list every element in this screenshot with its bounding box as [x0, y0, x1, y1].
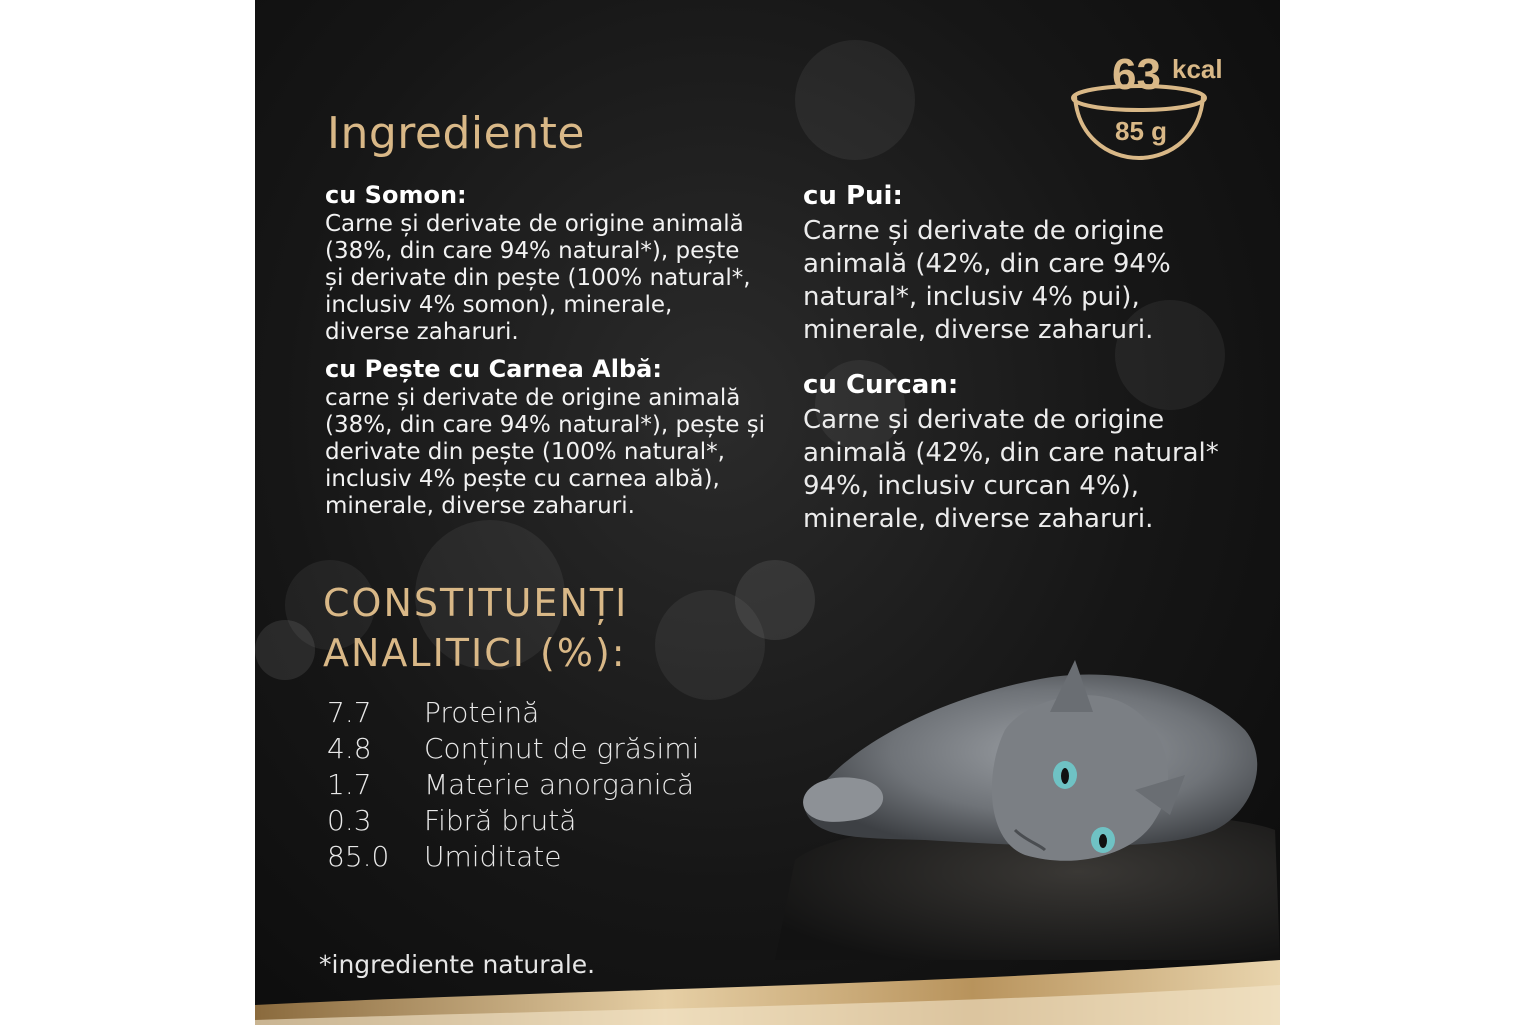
analytics-table	[327, 694, 747, 874]
ingredients-left-column	[325, 182, 775, 530]
analytics-row	[327, 694, 747, 730]
portion-weight: 85 g	[1115, 116, 1168, 146]
analytics-row	[327, 766, 747, 802]
bokeh-light	[655, 590, 765, 700]
footnote: *ingrediente naturale.	[319, 950, 596, 979]
analytics-row	[327, 838, 747, 874]
analytics-value: 0.3	[327, 803, 372, 837]
ingredient-section	[803, 180, 1233, 347]
analytics-value: 4.8	[327, 731, 372, 765]
ingredient-section	[325, 182, 775, 346]
kcal-unit: kcal	[1172, 54, 1223, 84]
analytics-label: Conținut de grăsimi	[424, 731, 700, 765]
ingredient-text: Carne și derivate de origine animală (42%, din care natural* 94%, inclusiv curcan 4%), minerale, diverse zaharuri.	[803, 405, 1219, 534]
ingredients-right-column	[803, 180, 1233, 558]
analytics-title: CONSTITUENȚI ANALITICI (%):	[323, 581, 629, 675]
kcal-badge	[1067, 50, 1227, 165]
analytics-value: 1.7	[327, 767, 372, 801]
kcal-value: 63	[1112, 50, 1161, 99]
cat-image	[775, 640, 1280, 960]
analytics-label: Fibră brută	[424, 803, 577, 837]
analytics-row	[327, 730, 747, 766]
ingredient-heading: cu Curcan:	[803, 370, 959, 400]
bokeh-light	[795, 40, 915, 160]
analytics-label: Proteină	[424, 695, 540, 729]
ingredient-text: carne și derivate de origine animală (38%, din care 94% natural*), pește și derivate din pește (100% natural*, inclusiv 4% pește cu carnea albă), minerale, diverse zaharuri.	[325, 385, 766, 519]
analytics-row	[327, 802, 747, 838]
product-info-panel	[255, 0, 1280, 1025]
ingredient-text: Carne și derivate de origine animală (42%, din care 94% natural*, inclusiv 4% pui), minerale, diverse zaharuri.	[803, 216, 1171, 345]
ingredients-title: Ingrediente	[327, 108, 585, 159]
ingredient-text: Carne și derivate de origine animală (38%, din care 94% natural*), pește și derivate din pește (100% natural*, inclusiv 4% somon), minerale, diverse zaharuri.	[325, 211, 751, 345]
ingredient-heading: cu Pește cu Carnea Albă:	[325, 355, 662, 383]
ingredient-heading: cu Pui:	[803, 181, 903, 211]
analytics-value: 7.7	[327, 695, 372, 729]
analytics-label: Umiditate	[424, 839, 562, 873]
ingredient-heading: cu Somon:	[325, 181, 467, 209]
analytics-value: 85.0	[327, 839, 390, 873]
analytics-label: Materie anorganică	[424, 767, 695, 801]
ingredient-section	[803, 369, 1233, 536]
ingredient-section	[325, 356, 775, 520]
